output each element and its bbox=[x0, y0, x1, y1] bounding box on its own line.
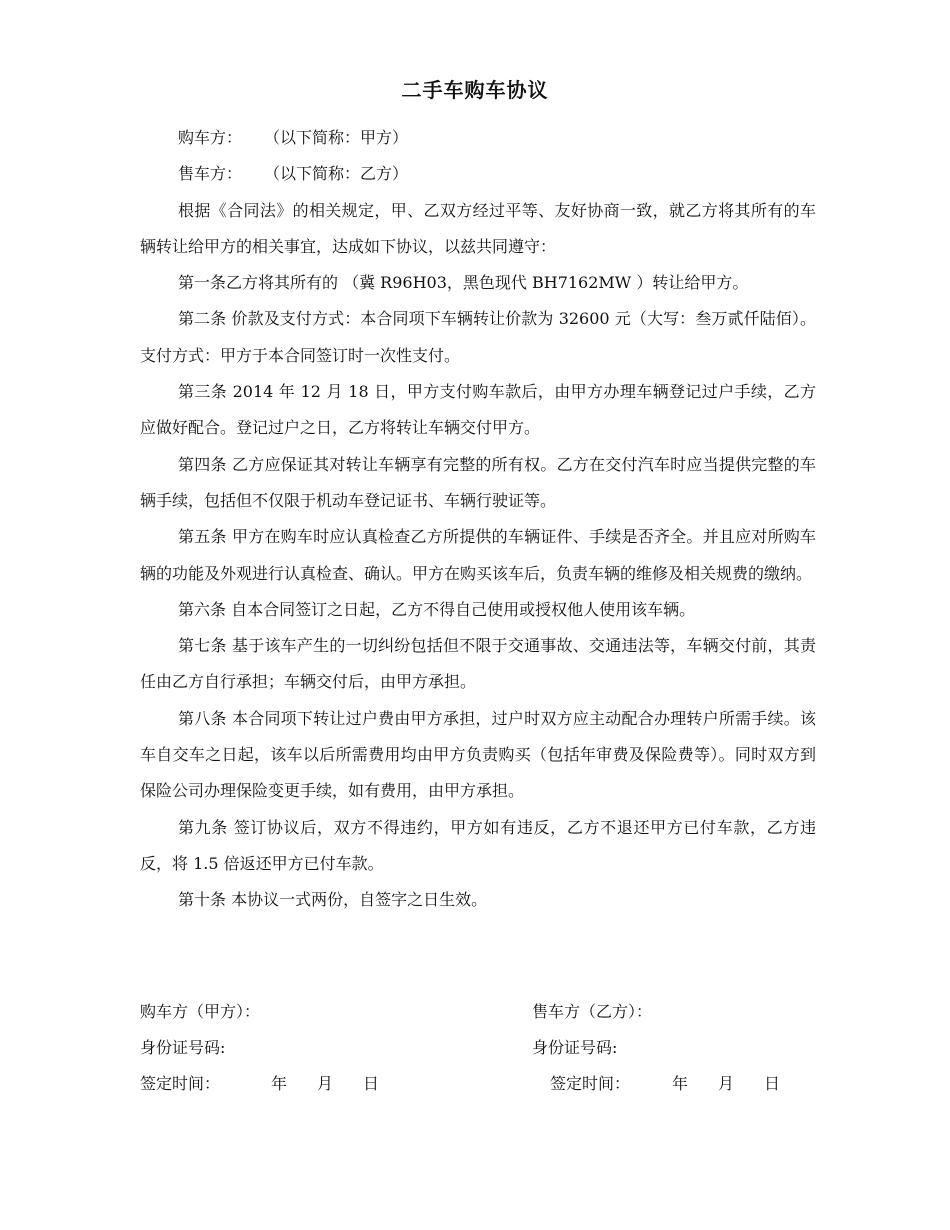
seller-date-line bbox=[550, 1066, 832, 1102]
article-2: 第二条 价款及支付方式：本合同项下车辆转让价款为 32600 元（大写：叁万贰仟陆佰）。支付方式：甲方于本合同签订时一次性支付。 bbox=[140, 309, 816, 365]
buyer-id-label: 身份证号码: bbox=[140, 1038, 226, 1057]
seller-id-label: 身份证号码: bbox=[532, 1038, 618, 1057]
article-10: 第十条 本协议一式两份，自签字之日生效。 bbox=[178, 890, 488, 910]
seller-party-label: 售车方（乙方）： bbox=[532, 1002, 653, 1021]
article-9: 第九条 签订协议后，双方不得违约，甲方如有违反，乙方不退还甲方已付车款，乙方违反，将 1.5 倍返还甲方已付车款。 bbox=[140, 817, 816, 873]
article-8: 第八条 本合同项下转让过户费由甲方承担，过户时双方应主动配合办理转户所需手续。该车自交车之日起，该车以后所需费用均由甲方负责购买（包括年审费及保险费等）。同时双方到保险公司办理保险变更手续，如有费用，由甲方承担。 bbox=[140, 708, 816, 801]
seller-line bbox=[140, 156, 816, 192]
buyer-year-label: 年 bbox=[271, 1074, 288, 1093]
buyer-date-label: 签定时间： bbox=[140, 1074, 221, 1093]
buyer-date-line bbox=[140, 1066, 500, 1102]
article-1: 第一条乙方将其所有的 （冀 R96H03，黑色现代 BH7162MW ）转让给甲方。 bbox=[178, 273, 749, 293]
buyer-label: 购车方： bbox=[178, 128, 243, 147]
seller-signature-block bbox=[532, 994, 832, 1102]
buyer-day-label: 日 bbox=[363, 1074, 380, 1093]
article-3: 第三条 2014 年 12 月 18 日，甲方支付购车款后，由甲方办理车辆登记过户手续，乙方应做好配合。登记过户之日，乙方将转让车辆交付甲方。 bbox=[140, 382, 816, 438]
buyer-note: （以下简称：甲方） bbox=[264, 128, 409, 147]
document-title: 二手车购车协议 bbox=[401, 78, 549, 102]
seller-year-label: 年 bbox=[672, 1074, 689, 1093]
buyer-month-label: 月 bbox=[317, 1074, 334, 1093]
seller-day-label: 日 bbox=[764, 1074, 781, 1093]
article-5: 第五条 甲方在购车时应认真检查乙方所提供的车辆证件、手续是否齐全。并且应对所购车辆的功能及外观进行认真检查、确认。甲方在购买该车后，负责车辆的维修及相关规费的缴纳。 bbox=[140, 527, 816, 583]
preamble-paragraph: 根据《合同法》的相关规定，甲、乙双方经过平等、友好协商一致，就乙方将其所有的车辆转让给甲方的相关事宜，达成如下协议，以兹共同遵守： bbox=[140, 200, 816, 256]
article-7: 第七条 基于该车产生的一切纠纷包括但不限于交通事故、交通违法等，车辆交付前，其责任由乙方自行承担；车辆交付后，由甲方承担。 bbox=[140, 636, 816, 692]
seller-note: （以下简称：乙方） bbox=[264, 164, 409, 184]
seller-label: 售车方： bbox=[178, 164, 243, 184]
seller-month-label: 月 bbox=[718, 1074, 735, 1093]
seller-date-label: 签定时间： bbox=[550, 1074, 631, 1093]
article-4: 第四条 乙方应保证其对转让车辆享有完整的所有权。乙方在交付汽车时应当提供完整的车辆手续，包括但不仅限于机动车登记证书、车辆行驶证等。 bbox=[140, 454, 816, 510]
buyer-line bbox=[140, 120, 816, 156]
buyer-party-label: 购车方（甲方）： bbox=[140, 1002, 261, 1021]
article-6: 第六条 自本合同签订之日起，乙方不得自己使用或授权他人使用该车辆。 bbox=[178, 599, 696, 619]
contract-body bbox=[140, 120, 816, 919]
buyer-signature-block bbox=[140, 994, 500, 1102]
